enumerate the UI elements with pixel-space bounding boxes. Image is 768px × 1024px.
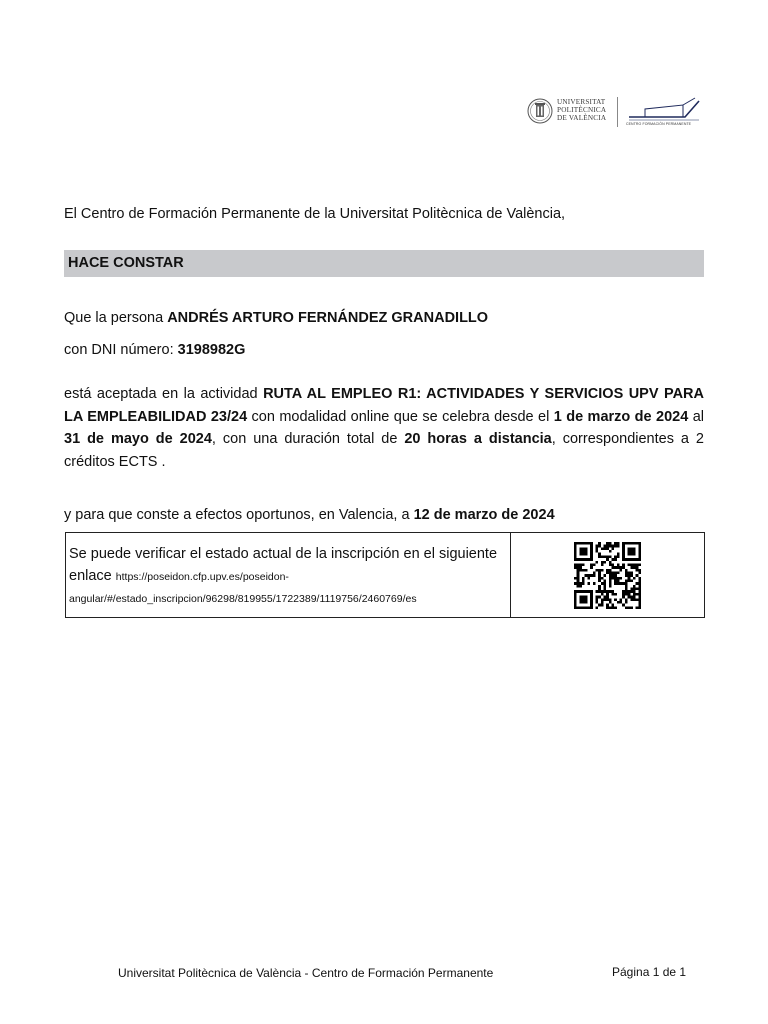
logo-divider [617,97,618,127]
section-title: HACE CONSTAR [68,255,184,271]
upv-seal-icon [527,97,553,125]
verification-link[interactable]: https://poseidon.cfp.upv.es/poseidon-angular/#/estado_inscripcion/96298/819955/1722389/1119756/2460769/es [69,571,417,605]
section-title-bar [64,250,704,277]
activity-title: RUTA AL EMPLEO R1: ACTIVIDADES Y SERVICIOS UPV PARA LA EMPLEABILIDAD 23/24 [64,386,705,425]
dni-line: con DNI número: 3198982G [64,342,246,358]
closing-line: y para que conste a efectos oportunos, en Valencia, a 12 de marzo de 2024 [64,507,555,523]
start-date: 1 de marzo de 2024 [553,408,689,425]
intro-text: El Centro de Formación Permanente de la Universitat Politècnica de València, [64,206,566,222]
person-name: ANDRÉS ARTURO FERNÁNDEZ GRANADILLO [167,310,489,326]
verification-text: Se puede verificar el estado actual de la inscripción en el siguiente enlace https://poseidon.cfp.upv.es/poseidon-angular/#/estado_inscripcion/96298/819955/1722389/1119756/2460769/es [66,533,511,617]
footer-text: Universitat Politècnica de València - Centro de Formación Permanente [118,966,494,980]
verification-box [65,532,705,618]
cfp-logo-label: CENTRO FORMACIÓN PERMANENTE [626,122,692,126]
header-logos [527,95,702,131]
end-date: 31 de mayo de 2024 [64,431,212,447]
page-number: Página 1 de 1 [612,965,687,979]
person-line: Que la persona ANDRÉS ARTURO FERNÁNDEZ GRANADILLO [64,310,489,326]
qr-code[interactable] [573,542,642,609]
closing-date: 12 de marzo de 2024 [413,507,555,523]
dni-value: 3198982G [177,342,246,358]
activity-paragraph: está aceptada en la actividad RUTA AL EMPLEO R1: ACTIVIDADES Y SERVICIOS UPV PARA LA EMPLEABILIDAD 23/24 con modalidad online que se celebra desde el 1 de marzo de 2024 al 31 de mayo de 2024, con una duración total de 20 horas a distancia, correspondientes a 2 créditos ECTS . [64,386,705,470]
upv-logo-text: UNIVERSITAT POLITÈCNICA DE VALÈNCIA [557,98,607,122]
duration: 20 horas a distancia [404,431,552,447]
